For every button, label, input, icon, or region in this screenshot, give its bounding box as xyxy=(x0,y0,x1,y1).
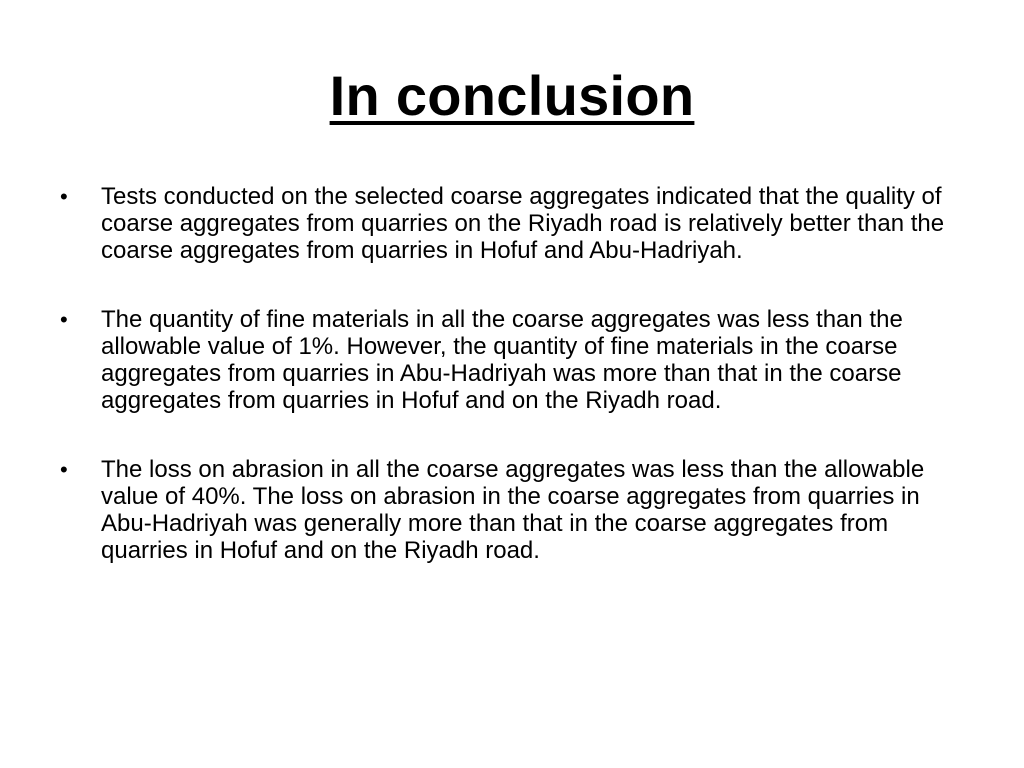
bullet-icon: • xyxy=(60,457,68,482)
bullet-list xyxy=(0,183,1024,606)
bullet-item xyxy=(0,306,971,414)
bullet-text: The loss on abrasion in all the coarse aggregates was less than the allowable value of 40%. The loss on abrasion in the coarse aggregates from quarries in Abu-Hadriyah was generally more than that in the coarse aggregates from quarries in Hofuf and on the Riyadh road. xyxy=(101,456,925,564)
bullet-icon: • xyxy=(60,307,68,332)
bullet-text: Tests conducted on the selected coarse aggregates indicated that the quality of coarse aggregates from quarries on the Riyadh road is relatively better than the coarse aggregates from quarries in Hofuf and Abu-Hadriyah. xyxy=(101,183,945,264)
slide-title: In conclusion xyxy=(329,64,695,127)
bullet-text: The quantity of fine materials in all the coarse aggregates was less than the allowable value of 1%. However, the quantity of fine materials in the coarse aggregates from quarries in Abu-Hadriyah was more than that in the coarse aggregates from quarries in Hofuf and on the Riyadh road. xyxy=(101,306,903,414)
bullet-item xyxy=(0,183,971,264)
bullet-icon: • xyxy=(60,184,68,209)
bullet-item xyxy=(0,456,971,564)
